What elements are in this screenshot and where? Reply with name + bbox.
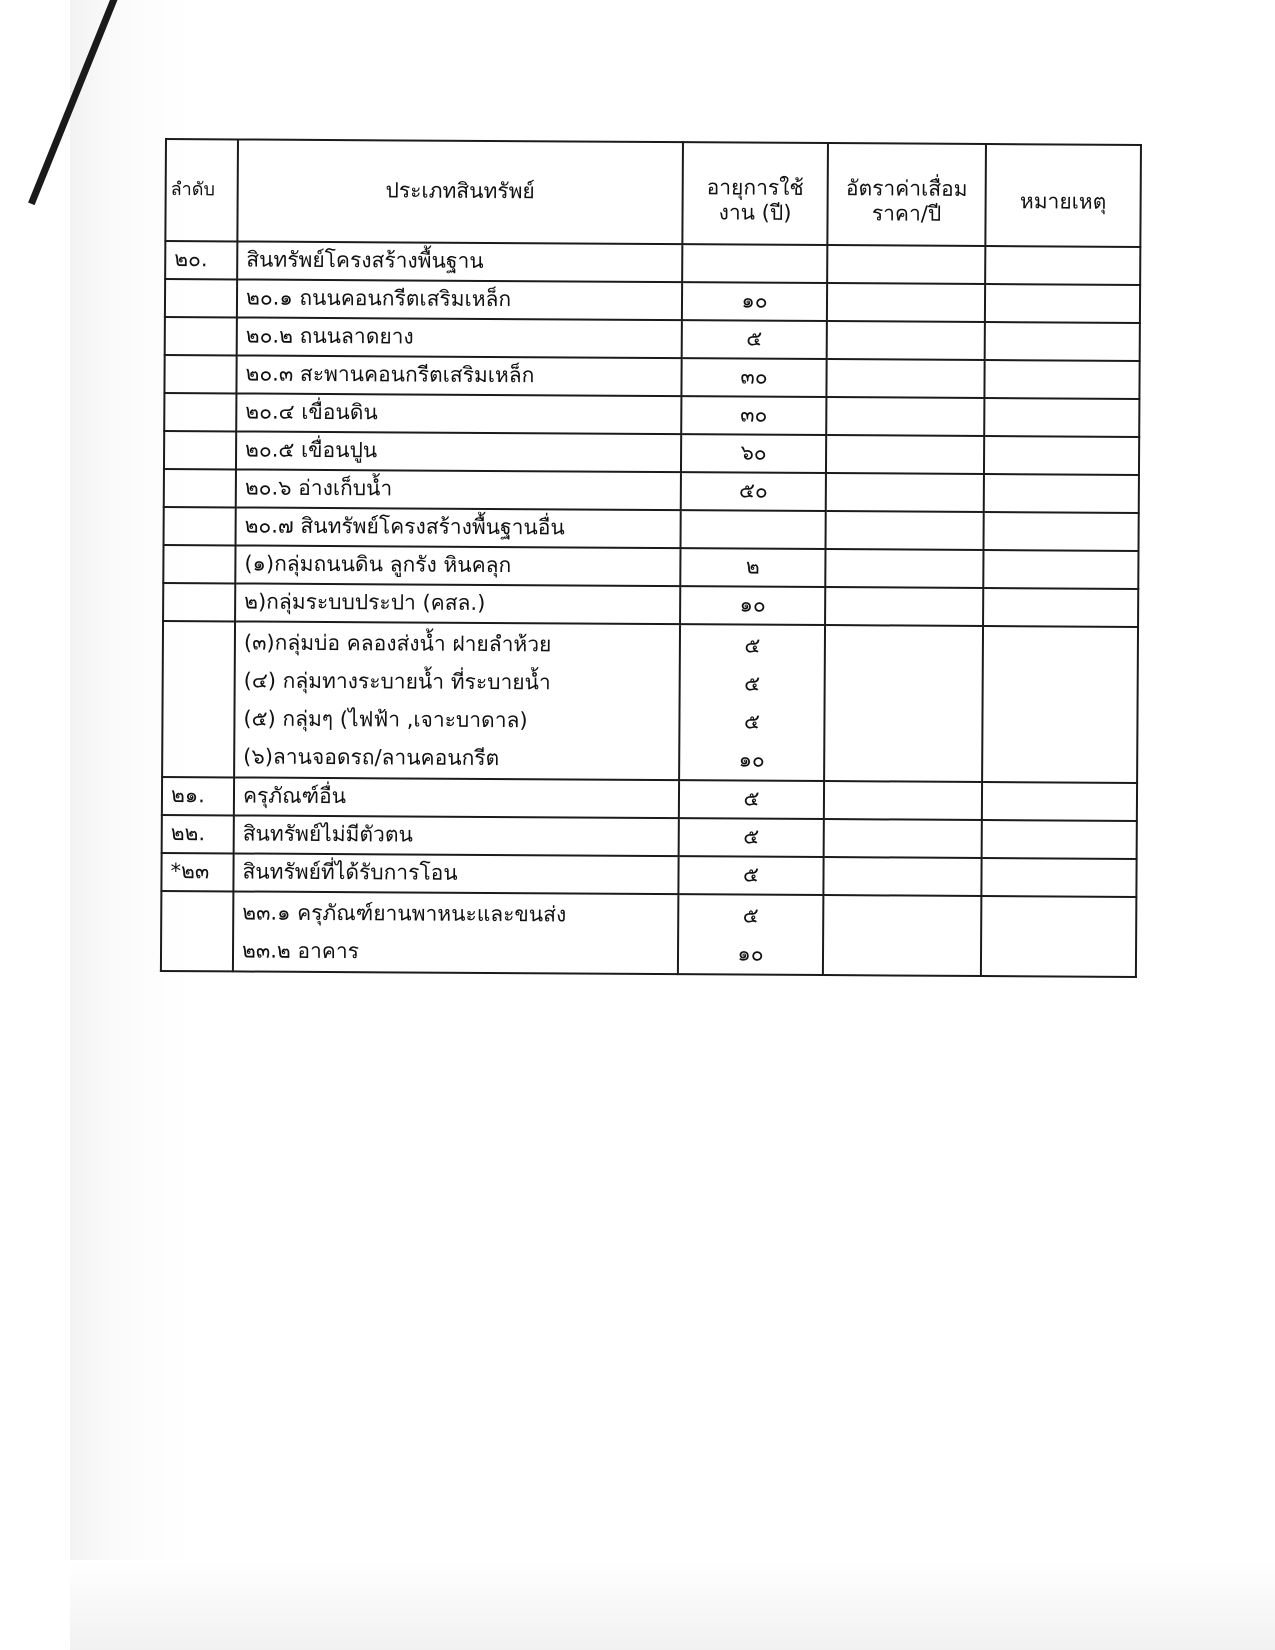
row-useful-life: ๓๐ <box>681 396 826 435</box>
row-rate <box>826 359 984 398</box>
row-asset-type: ๒๐.๔ เขื่อนดิน <box>236 393 681 434</box>
group-item-label: ๒๓.๑ ครุภัณฑ์ยานพาหนะและขนส่ง <box>242 900 567 927</box>
row-no <box>164 469 236 507</box>
table-row <box>164 507 1139 551</box>
row-remark <box>985 322 1140 361</box>
row-useful-life: ๕๐ <box>681 472 826 511</box>
row-asset-type: ๒๐.๑ ถนนคอนกรีตเสริมเหล็ก <box>237 279 682 320</box>
table-row <box>164 469 1139 513</box>
row-remark <box>983 588 1138 627</box>
row-asset-type-group <box>234 621 680 780</box>
row-rate <box>823 895 981 976</box>
row-asset-type: ๒๐.๗ สินทรัพย์โครงสร้างพื้นฐานอื่น <box>236 507 681 548</box>
table-row <box>163 583 1138 627</box>
row-asset-type: ๒)กลุ่มระบบประปา (คสล.) <box>235 583 680 624</box>
row-useful-life: ๑๐ <box>682 282 827 321</box>
row-no <box>164 431 236 469</box>
row-useful-life-group <box>679 624 825 781</box>
group-item-life: ๕ <box>744 633 761 658</box>
row-remark <box>981 858 1136 897</box>
row-rate <box>824 819 982 858</box>
row-rate <box>825 549 983 588</box>
header-useful-life: อายุการใช้งาน (ปี) <box>682 142 828 245</box>
row-no <box>165 279 237 317</box>
row-asset-type: ๒๐.๒ ถนนลาดยาง <box>237 317 682 358</box>
row-no <box>164 355 236 393</box>
row-useful-life: ๕ <box>682 320 827 359</box>
row-rate <box>824 625 983 782</box>
group-item-life: ๑๐ <box>738 747 765 772</box>
row-no <box>164 393 236 431</box>
group-item-label: (๓)กลุ่มบ่อ คลองส่งน้ำ ฝายลำห้วย <box>243 630 552 657</box>
asset-depreciation-table <box>160 138 1142 978</box>
table-row <box>162 777 1137 821</box>
row-remark <box>983 512 1138 551</box>
row-remark <box>984 474 1139 513</box>
row-remark <box>985 284 1140 323</box>
row-no: ๒๒. <box>162 815 234 853</box>
row-asset-type: (๑)กลุ่มถนนดิน ลูกรัง หินคลุก <box>235 545 680 586</box>
row-useful-life: ๑๐ <box>680 586 825 625</box>
scan-bottom-shade <box>70 1560 1275 1650</box>
row-useful-life <box>682 244 827 283</box>
row-no: ๒๑. <box>162 777 234 815</box>
row-rate <box>826 435 984 474</box>
table-row <box>164 431 1139 475</box>
row-useful-life: ๖๐ <box>681 434 826 473</box>
header-asset-type: ประเภทสินทรัพย์ <box>237 139 683 244</box>
row-rate <box>826 397 984 436</box>
row-useful-life: ๓๐ <box>681 358 826 397</box>
row-rate <box>825 587 983 626</box>
row-useful-life: ๕ <box>679 818 824 857</box>
row-useful-life: ๕ <box>678 856 823 895</box>
table-row <box>162 815 1137 859</box>
row-rate <box>826 511 984 550</box>
row-asset-type: ๒๐.๕ เขื่อนปูน <box>236 431 681 472</box>
row-no <box>162 621 235 777</box>
table-row <box>161 853 1136 897</box>
group-item-label: (๖)ลานจอดรถ/ลานคอนกรีต <box>243 744 500 771</box>
table-row <box>163 545 1138 589</box>
row-asset-type: สินทรัพย์ไม่มีตัวตน <box>234 815 679 856</box>
table-row <box>165 279 1140 323</box>
row-asset-type: สินทรัพย์ที่ได้รับการโอน <box>233 853 678 894</box>
row-no <box>161 891 233 971</box>
table-row <box>164 393 1139 437</box>
row-remark <box>982 782 1137 821</box>
table-row <box>165 241 1140 285</box>
group-item-life: ๕ <box>742 903 759 928</box>
group-item-label: ๒๓.๒ อาคาร <box>241 938 360 964</box>
row-remark <box>982 626 1138 783</box>
row-rate <box>823 857 981 896</box>
row-remark <box>985 246 1140 285</box>
row-asset-type: ๒๐.๓ สะพานคอนกรีตเสริมเหล็ก <box>236 355 681 396</box>
row-no <box>163 583 235 621</box>
group-item-life: ๕ <box>743 709 760 734</box>
group-item-label: (๔) กลุ่มทางระบายน้ำ ที่ระบายน้ำ <box>243 668 551 695</box>
row-remark <box>984 436 1139 475</box>
row-useful-life: ๒ <box>680 548 825 587</box>
row-no <box>164 507 236 545</box>
row-rate <box>827 321 985 360</box>
group-item-label: (๕) กลุ่มๆ (ไฟฟ้า ,เจาะบาดาล) <box>243 706 528 733</box>
header-remark: หมายเหตุ <box>985 144 1141 247</box>
group-item-life: ๕ <box>744 671 761 696</box>
row-asset-type: สินทรัพย์โครงสร้างพื้นฐาน <box>237 241 682 282</box>
row-remark <box>984 360 1139 399</box>
row-useful-life: ๕ <box>679 780 824 819</box>
group-item-life: ๑๐ <box>737 941 764 966</box>
row-no <box>165 317 237 355</box>
table-row <box>164 355 1139 399</box>
table-row-group <box>162 621 1138 783</box>
row-remark <box>981 896 1136 977</box>
row-no: *๒๓ <box>161 853 233 891</box>
row-remark <box>982 820 1137 859</box>
header-depreciation-rate: อัตราค่าเสื่อมราคา/ปี <box>827 143 986 246</box>
row-asset-type-group <box>233 891 678 974</box>
table-row <box>165 317 1140 361</box>
row-no: ๒๐. <box>165 241 237 279</box>
header-no: ลำดับ <box>165 139 238 241</box>
row-no <box>163 545 235 583</box>
table-header-row <box>165 139 1141 247</box>
row-rate <box>827 245 985 284</box>
row-remark <box>983 550 1138 589</box>
row-useful-life-group <box>678 894 823 975</box>
row-remark <box>984 398 1139 437</box>
row-asset-type: ๒๐.๖ อ่างเก็บน้ำ <box>236 469 681 510</box>
row-asset-type: ครุภัณฑ์อื่น <box>234 777 679 818</box>
row-useful-life <box>681 510 826 549</box>
row-rate <box>826 473 984 512</box>
table-row-group <box>161 891 1136 977</box>
row-rate <box>824 781 982 820</box>
row-rate <box>827 283 985 322</box>
